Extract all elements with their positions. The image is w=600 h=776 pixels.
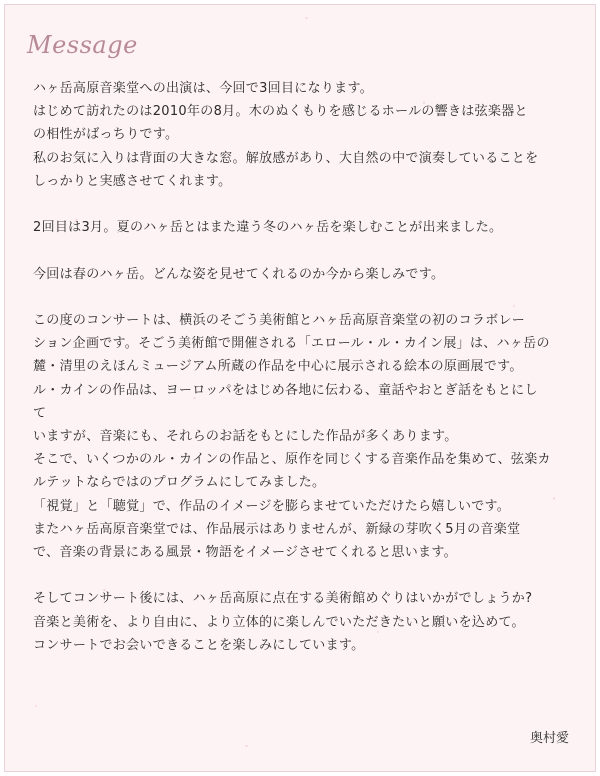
body-line: この度のコンサートは、横浜のそごう美術館とハヶ岳高原音楽堂の初のコラボレー bbox=[33, 312, 526, 328]
body-line: ルテットならではのプログラムにしてみました。 bbox=[33, 475, 326, 491]
body-line: 私のお気に入りは背面の大きな窓。解放感があり、大自然の中で演奏していることを bbox=[33, 150, 539, 166]
signature: 奥村愛 bbox=[529, 731, 569, 746]
blank-line bbox=[33, 193, 585, 216]
body-line: の相性がばっちりです。 bbox=[33, 127, 179, 143]
body-line: 「視覚」と「聴覚」で、作品のイメージを膨らませていただけたら嬉しいです。 bbox=[33, 498, 511, 514]
paper-fleck bbox=[245, 745, 248, 747]
body-line: ハヶ岳高原音楽堂への出演は、今回で3回目になります。 bbox=[33, 81, 374, 96]
paper-fleck bbox=[305, 17, 308, 19]
message-card bbox=[4, 4, 596, 772]
body-line: 音楽と美術を、より自由に、より立体的に楽しんでいただきたいと願いを込めて。 bbox=[33, 614, 525, 630]
body-line: そこで、いくつかのル・カインの作品と、原作を同じくする音楽作品を集めて、弦楽カ bbox=[33, 452, 551, 468]
message-title: Message bbox=[27, 31, 138, 59]
paper-fleck bbox=[35, 705, 37, 707]
body-line: コンサートでお会いできることを楽しみにしています。 bbox=[33, 637, 365, 653]
body-line: しっかりと実感させてくれます。 bbox=[33, 173, 232, 189]
body-line: で、音楽の背景にある風景・物語をイメージさせてくれると思います。 bbox=[33, 545, 457, 561]
body-line: て bbox=[33, 405, 47, 421]
body-line: 2回目は3月。夏のハヶ岳とはまた違う冬のハヶ岳を楽しむことが出来ました。 bbox=[33, 220, 503, 236]
body-line: ション企画です。そごう美術館で開催される「エロール・ル・カイン展」は、ハヶ岳の bbox=[33, 336, 550, 352]
body-line: いますが、音楽にも、それらのお話をもとにした作品が多くあります。 bbox=[33, 429, 458, 444]
blank-line bbox=[33, 239, 585, 262]
blank-line bbox=[33, 286, 585, 309]
body-line: はじめて訪れたのは2010年の8月。木のぬくもりを感じるホールの響きは弦楽器と bbox=[33, 104, 528, 120]
message-body bbox=[33, 77, 585, 657]
body-line: そしてコンサート後には、ハヶ岳高原に点在する美術館めぐりはいかがでしょうか? bbox=[33, 591, 533, 607]
body-line: 今回は春のハヶ岳。どんな姿を見せてくれるのか今から楽しみです。 bbox=[33, 266, 445, 282]
body-line: ル・カインの作品は、ヨーロッパをはじめ各地に伝わる、童話やおとぎ話をもとにし bbox=[33, 382, 538, 398]
blank-line bbox=[33, 564, 585, 587]
body-line: またハヶ岳高原音楽堂では、作品展示はありませんが、新緑の芽吹く5月の音楽堂 bbox=[33, 521, 521, 537]
body-line: 麓・清里のえほんミュージアム所蔵の作品を中心に展示される絵本の原画展です。 bbox=[33, 359, 523, 375]
